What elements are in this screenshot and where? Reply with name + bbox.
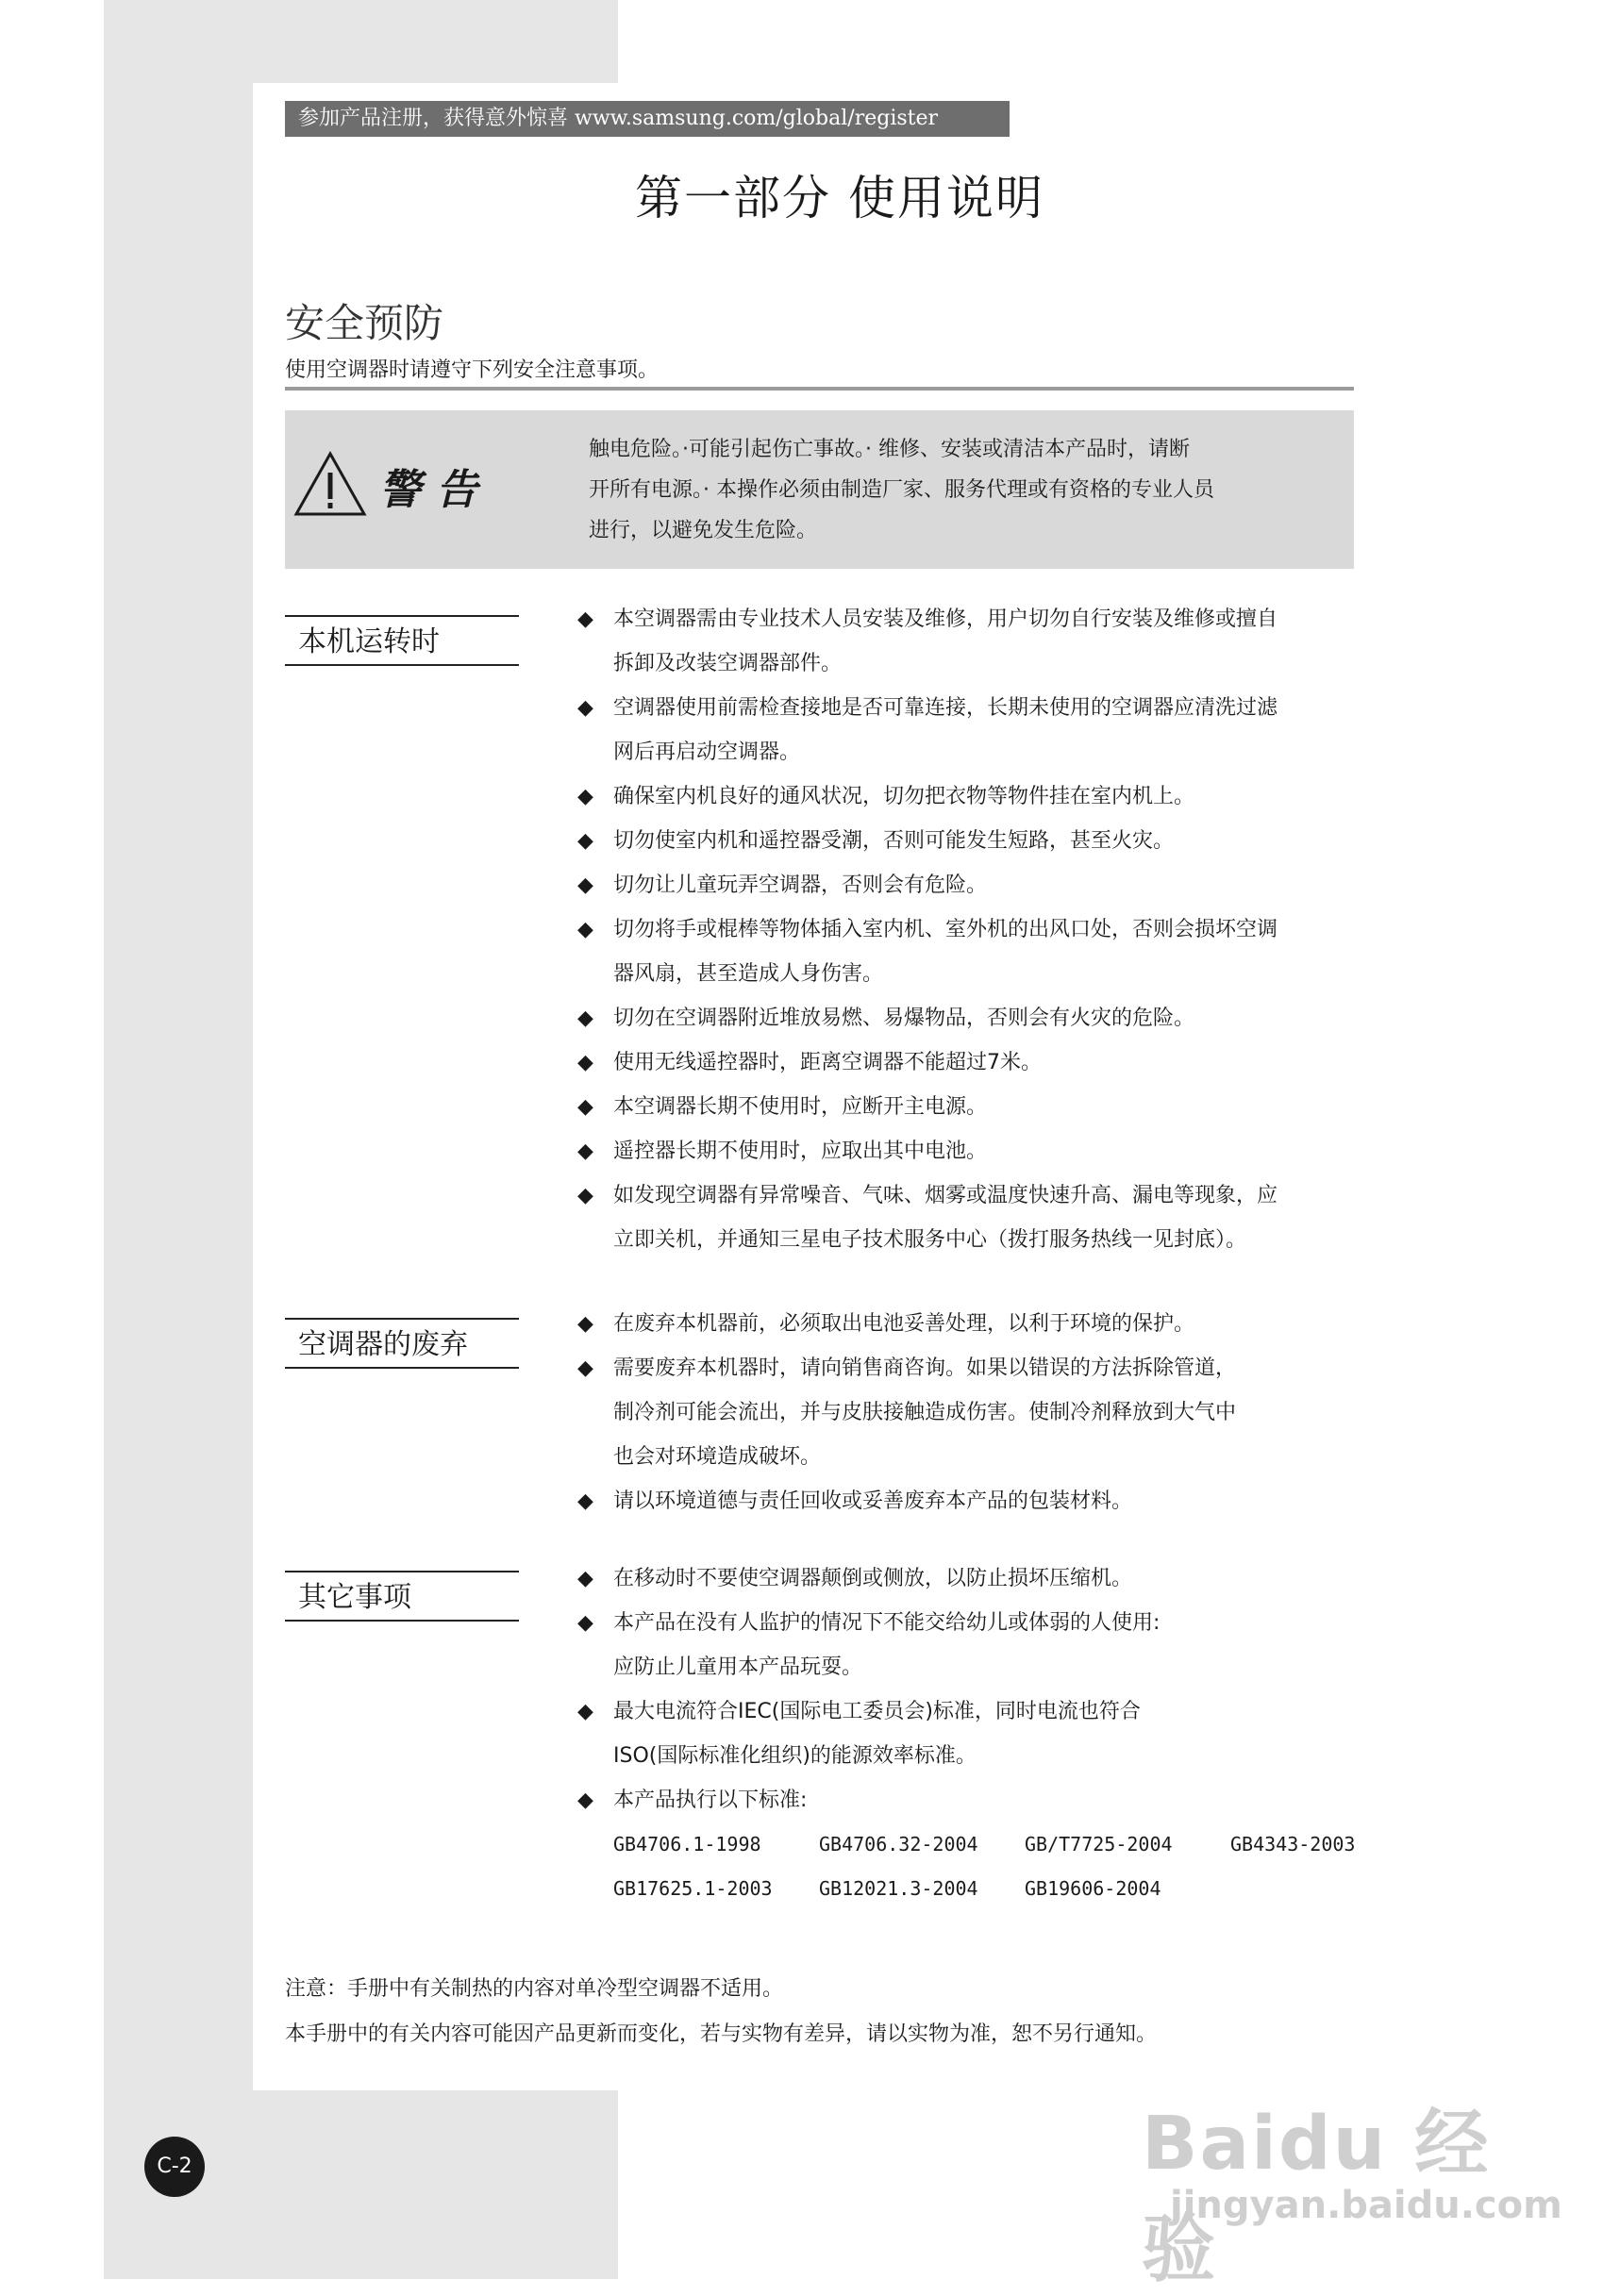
note-line: 本手册中的有关内容可能因产品更新而变化，若与实物有差异，请以实物为准，恕不另行通知。	[285, 2022, 1158, 2046]
bullet-item	[576, 907, 1359, 996]
warning-triangle-icon	[292, 450, 368, 518]
bullet-line: 制冷剂可能会流出，并与皮肤接触造成伤害。使制冷剂释放到大气中	[613, 1401, 1237, 1424]
bullet-line: 空调器使用前需检查接地是否可靠连接，长期未使用的空调器应清洗过滤	[613, 696, 1278, 720]
label-operation: 本机运转时	[285, 615, 519, 666]
part-title: 第一部分 使用说明	[635, 171, 1044, 225]
diamond-bullet-icon: ◆	[577, 607, 593, 631]
diamond-bullet-icon: ◆	[577, 829, 593, 853]
bullet-item	[576, 1040, 1359, 1085]
standards-grid	[613, 1822, 1359, 1911]
standard-code: GB/T7725-2004	[1025, 1833, 1173, 1855]
bullet-item	[576, 1556, 1359, 1601]
note-line: 注意：手册中有关制热的内容对单冷型空调器不适用。	[285, 1977, 784, 2001]
standard-code: GB4706.32-2004	[819, 1833, 978, 1855]
diamond-bullet-icon: ◆	[577, 1489, 593, 1513]
bullet-line: 网后再启动空调器。	[613, 740, 801, 764]
diamond-bullet-icon: ◆	[577, 1184, 593, 1207]
bullet-line: 需要废弃本机器时，请向销售商咨询。如果以错误的方法拆除管道，	[613, 1356, 1237, 1380]
bullet-item	[576, 686, 1359, 774]
bullet-item	[576, 1346, 1359, 1479]
section-heading: 安全预防	[285, 300, 444, 346]
label-disposal: 空调器的废弃	[285, 1318, 519, 1369]
bullet-line: 遥控器长期不使用时，应取出其中电池。	[613, 1140, 988, 1163]
diamond-bullet-icon: ◆	[577, 1095, 593, 1119]
diamond-bullet-icon: ◆	[577, 1140, 593, 1163]
bullet-item	[576, 1601, 1359, 1689]
standard-code: GB19606-2004	[1025, 1877, 1161, 1900]
bullet-line: 本空调器需由专业技术人员安装及维修，用户切勿自行安装及维修或擅自	[613, 607, 1278, 631]
bullet-line: 在废弃本机器前，必须取出电池妥善处理，以利于环境的保护。	[613, 1312, 1195, 1336]
bullet-item	[576, 1085, 1359, 1129]
baidu-watermark	[1142, 2028, 1562, 2292]
warning-line: 进行，以避免发生危险。	[589, 519, 818, 542]
bullet-line: 切勿使室内机和遥控器受潮，否则可能发生短路，甚至火灾。	[613, 829, 1175, 853]
watermark-logo-text: Baidu 经验	[1142, 2102, 1491, 2292]
bullet-item	[576, 1479, 1359, 1523]
bullet-line: 切勿让儿童玩弄空调器，否则会有危险。	[613, 873, 988, 897]
bullet-line: 拆卸及改装空调器部件。	[613, 652, 843, 675]
diamond-bullet-icon: ◆	[577, 1611, 593, 1635]
bullet-item	[576, 1129, 1359, 1173]
diamond-bullet-icon: ◆	[577, 785, 593, 808]
bullet-item	[576, 1173, 1359, 1262]
bullet-item	[576, 774, 1359, 819]
bullet-line: 本产品在没有人监护的情况下不能交给幼儿或体弱的人使用:	[613, 1611, 1161, 1635]
bullet-line: 本产品执行以下标准:	[613, 1789, 808, 1812]
heading-divider	[285, 387, 1354, 391]
bullet-line: 最大电流符合IEC(国际电工委员会)标准，同时电流也符合	[613, 1700, 1141, 1723]
bullet-item	[576, 1302, 1359, 1346]
standard-code: GB4343-2003	[1230, 1833, 1356, 1855]
bullet-line: ISO(国际标准化组织)的能源效率标准。	[613, 1744, 977, 1768]
warning-line: 开所有电源。· 本操作必须由制造厂家、服务代理或有资格的专业人员	[589, 478, 1214, 502]
bullet-item	[576, 863, 1359, 907]
bullet-line: 如发现空调器有异常噪音、气味、烟雾或温度快速升高、漏电等现象，应	[613, 1184, 1278, 1207]
standard-code: GB4706.1-1998	[613, 1833, 761, 1855]
diamond-bullet-icon: ◆	[577, 1007, 593, 1030]
bullet-line: 立即关机，并通知三星电子技术服务中心（拨打服务热线一见封底）。	[613, 1228, 1247, 1252]
standard-code: GB17625.1-2003	[613, 1877, 773, 1900]
watermark-url: jingyan.baidu.com	[1170, 2184, 1562, 2227]
diamond-bullet-icon: ◆	[577, 1700, 593, 1723]
page-number-badge: C-2	[144, 2137, 205, 2197]
bullet-line: 请以环境道德与责任回收或妥善废弃本产品的包装材料。	[613, 1489, 1133, 1513]
warning-line: 触电危险。·可能引起伤亡事故。· 维修、安装或清洁本产品时，请断	[589, 438, 1190, 461]
warning-box	[285, 410, 1354, 569]
bullet-line: 确保室内机良好的通风状况，切勿把衣物等物件挂在室内机上。	[613, 785, 1195, 808]
diamond-bullet-icon: ◆	[577, 873, 593, 897]
bullet-line: 在移动时不要使空调器颠倒或侧放，以防止损坏压缩机。	[613, 1567, 1133, 1590]
diamond-bullet-icon: ◆	[577, 696, 593, 720]
bullet-line: 切勿将手或棍棒等物体插入室内机、室外机的出风口处，否则会损坏空调	[613, 918, 1278, 941]
notes	[285, 1967, 1157, 2057]
bullet-line: 器风扇，甚至造成人身伤害。	[613, 962, 884, 986]
bullet-item	[576, 597, 1359, 686]
disposal-bullet-list	[576, 1302, 1359, 1523]
diamond-bullet-icon: ◆	[577, 1051, 593, 1074]
diamond-bullet-icon: ◆	[577, 1567, 593, 1590]
diamond-bullet-icon: ◆	[577, 918, 593, 941]
bullet-line: 应防止儿童用本产品玩耍。	[613, 1655, 863, 1679]
bullet-line: 本空调器长期不使用时，应断开主电源。	[613, 1095, 988, 1119]
bullet-line: 切勿在空调器附近堆放易燃、易爆物品，否则会有火灾的危险。	[613, 1007, 1195, 1030]
diamond-bullet-icon: ◆	[577, 1312, 593, 1336]
bullet-item	[576, 1689, 1359, 1778]
bullet-line: 使用无线遥控器时，距离空调器不能超过7米。	[613, 1051, 1042, 1074]
diamond-bullet-icon: ◆	[577, 1789, 593, 1812]
standard-code: GB12021.3-2004	[819, 1877, 978, 1900]
standards-item	[576, 1822, 1359, 1911]
bullet-line: 也会对环境造成破坏。	[613, 1445, 822, 1469]
register-banner: 参加产品注册，获得意外惊喜 www.samsung.com/global/register	[285, 101, 1010, 137]
section-subheading: 使用空调器时请遵守下列安全注意事项。	[285, 358, 660, 382]
diamond-bullet-icon: ◆	[577, 1356, 593, 1380]
bullet-item	[576, 819, 1359, 863]
label-other: 其它事项	[285, 1571, 519, 1622]
bullet-item	[576, 996, 1359, 1040]
warning-text	[589, 429, 1325, 551]
warning-title: 警告	[379, 466, 493, 514]
other-bullet-list	[576, 1556, 1359, 1911]
bullet-item	[576, 1778, 1359, 1822]
operation-bullet-list	[576, 597, 1359, 1262]
